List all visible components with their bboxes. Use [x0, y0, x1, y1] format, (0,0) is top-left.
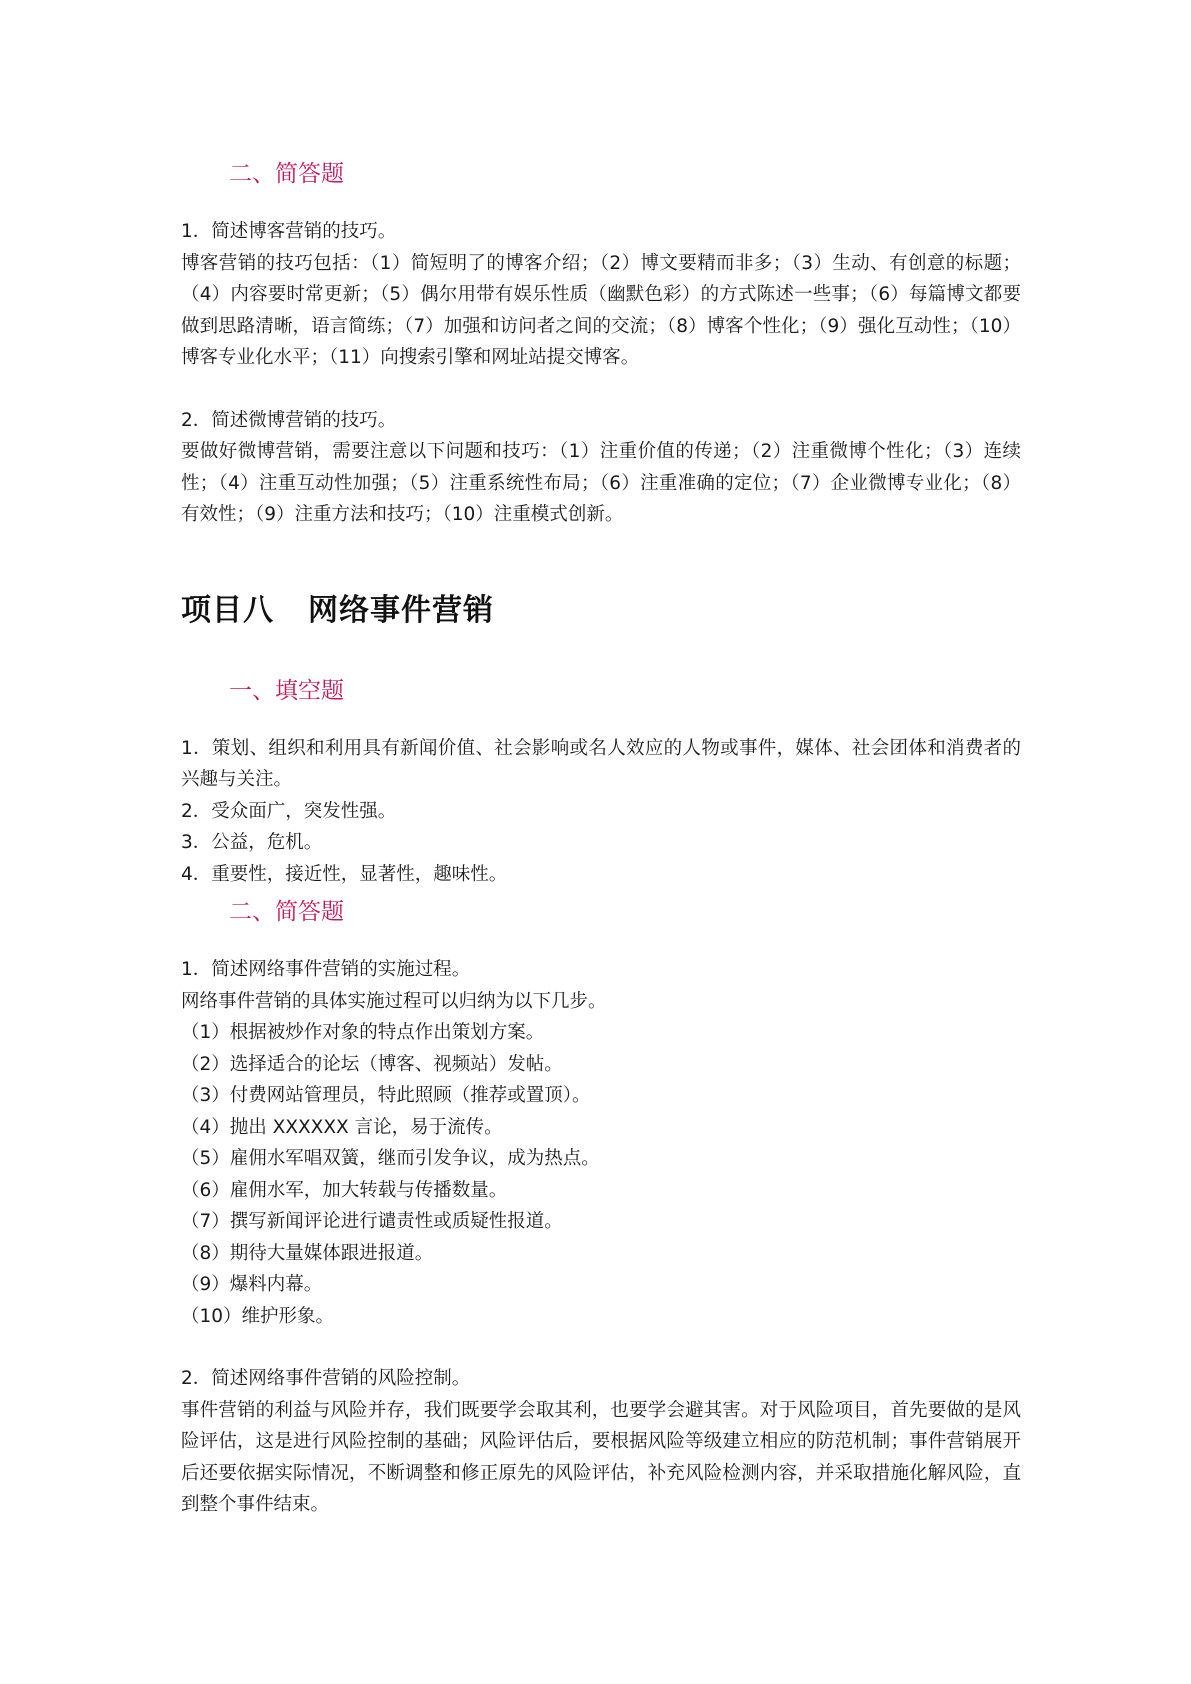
question-title: 1．简述博客营销的技巧。	[181, 221, 397, 242]
answer-intro: 网络事件营销的具体实施过程可以归纳为以下几步。	[181, 990, 607, 1012]
document-content	[181, 158, 1021, 1521]
answer-paragraph: 事件营销的利益与风险并存，我们既要学会取其利，也要学会避其害。对于风险项目，首先要做的是风险评估，这是进行风险控制的基础；风险评估后，要根据风险等级建立相应的防范机制；事件营销展开后还要依据实际情况，不断调整和修正原先的风险评估，补充风险检测内容，并采取措施化解风险，直到整个事件结束。	[181, 1399, 1021, 1515]
step-item: （5）雇佣水军唱双簧，继而引发争议，成为热点。	[181, 1148, 600, 1169]
answer-paragraph: 博客营销的技巧包括：（1）简短明了的博客介绍；（2）博文要精而非多；（3）生动、有创意的标题；（4）内容要时常更新；（5）偶尔用带有娱乐性质（幽默色彩）的方式陈述一些事；（6）每篇博文都要做到思路清晰，语言简练；（7）加强和访问者之间的交流；（8）博客个性化；（9）强化互动性；（10）博客专业化水平；（11）向搜索引擎和网址站提交博客。	[181, 252, 1021, 368]
section-heading-short-answer: 二、简答题	[229, 161, 344, 187]
question-title: 1．简述网络事件营销的实施过程。	[181, 959, 471, 980]
section-heading-fill-blank: 一、填空题	[229, 677, 344, 704]
step-item: （4）抛出 XXXXXX 言论，易于流传。	[181, 1116, 503, 1138]
step-item: （9）爆料内幕。	[181, 1274, 323, 1295]
fill-blank-item: 3．公益，危机。	[181, 832, 323, 853]
question-title: 2．简述微博营销的技巧。	[181, 409, 397, 431]
step-item: （3）付费网站管理员，特此照顾（推荐或置顶）。	[181, 1085, 591, 1106]
step-item: （6）雇佣水军，加大转载与传播数量。	[181, 1179, 508, 1201]
fill-blank-item: 2．受众面广，突发性强。	[181, 800, 397, 822]
fill-blank-item: 4．重要性，接近性，显著性，趣味性。	[181, 863, 508, 885]
project-title	[181, 591, 1021, 631]
paragraph-spacer	[181, 1332, 1021, 1363]
fill-blank-item: 1．策划、组织和利用具有新闻价值、社会影响或名人效应的人物或事件，媒体、社会团体和消费者的兴趣与关注。	[181, 737, 1021, 790]
project-name: 网络事件营销	[308, 592, 494, 628]
step-item: （7）撰写新闻评论进行谴责性或质疑性报道。	[181, 1211, 563, 1232]
question-title: 2．简述网络事件营销的风险控制。	[181, 1368, 471, 1389]
step-item: （1）根据被炒作对象的特点作出策划方案。	[181, 1022, 545, 1043]
step-item: （10）维护形象。	[181, 1305, 335, 1327]
section-heading-short-answer: 二、简答题	[229, 899, 344, 925]
answer-paragraph: 要做好微博营销，需要注意以下问题和技巧：（1）注重价值的传递；（2）注重微博个性化；（3）连续性；（4）注重互动性加强；（5）注重系统性布局；（6）注重准确的定位；（7）企业微博专业化；（8）有效性；（9）注重方法和技巧；（10）注重模式创新。	[181, 441, 1021, 525]
project-number: 项目八	[181, 592, 274, 628]
paragraph-spacer	[181, 374, 1021, 405]
step-item: （2）选择适合的论坛（博客、视频站）发帖。	[181, 1053, 563, 1075]
step-item: （8）期待大量媒体跟进报道。	[181, 1242, 434, 1264]
